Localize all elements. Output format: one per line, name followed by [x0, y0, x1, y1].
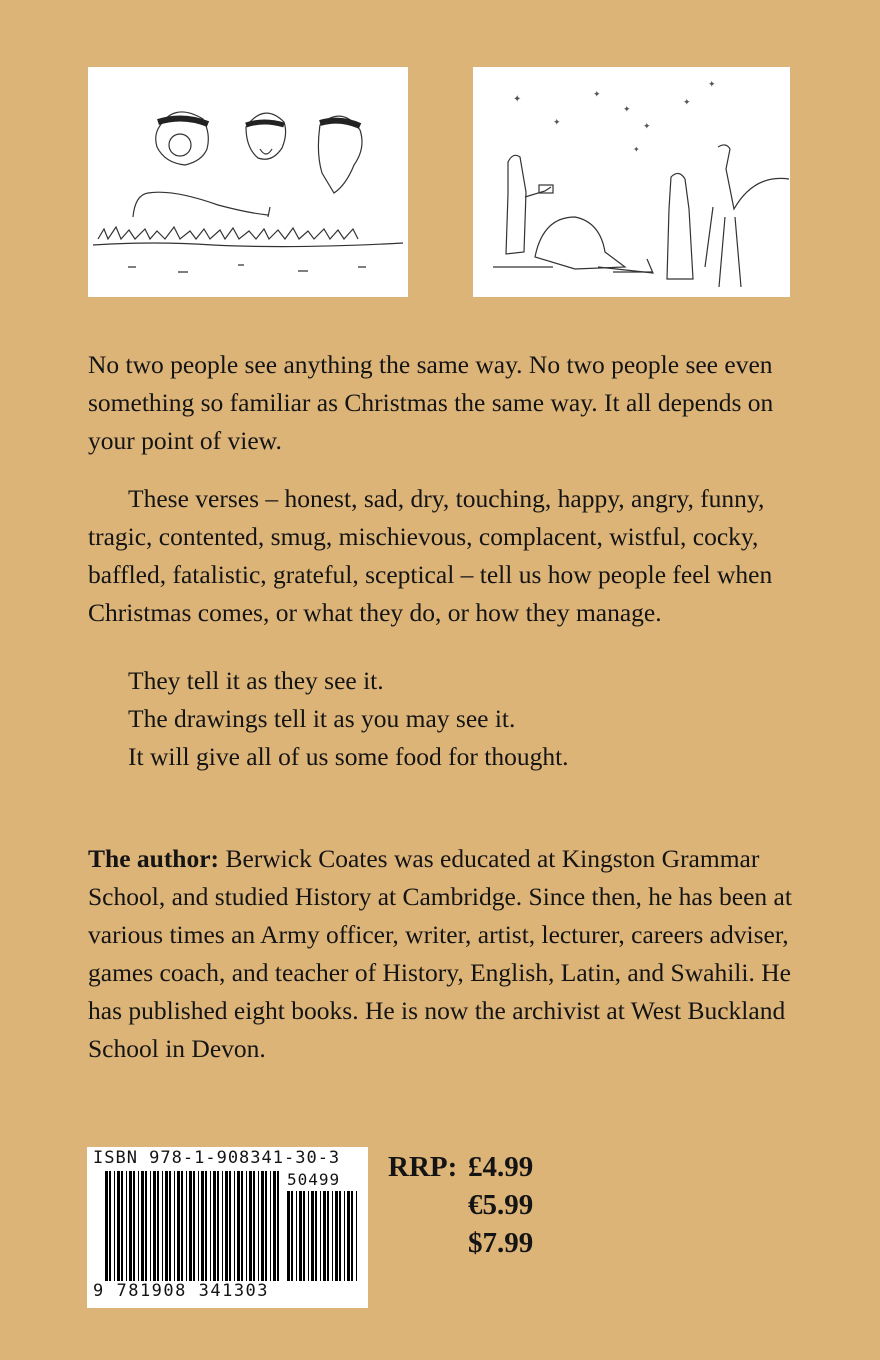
- barcode-bar: [225, 1171, 228, 1281]
- barcode-bar: [129, 1171, 132, 1281]
- barcode-bar: [150, 1171, 151, 1281]
- barcode-bar: [126, 1171, 127, 1281]
- barcode-bar: [237, 1171, 240, 1281]
- author-label: The author:: [88, 844, 220, 873]
- price-addon-code: 50499: [287, 1170, 341, 1189]
- barcode-bar: [169, 1171, 171, 1281]
- barcode-bar: [311, 1191, 314, 1281]
- bedouin-drawing: [88, 67, 408, 297]
- barcode-bar: [109, 1171, 111, 1281]
- price-gbp: £4.99: [468, 1151, 534, 1183]
- barcode-bar: [246, 1171, 247, 1281]
- barcode-bar: [121, 1171, 123, 1281]
- price-block: [388, 1148, 533, 1262]
- barcode-bar: [105, 1171, 108, 1281]
- barcode-bar: [356, 1191, 357, 1281]
- barcode-bar: [157, 1171, 159, 1281]
- author-bio: [88, 840, 800, 1068]
- barcode-bar: [213, 1171, 216, 1281]
- barcode-bar: [327, 1191, 329, 1281]
- barcode-bar: [258, 1171, 259, 1281]
- barcode-bar: [145, 1171, 147, 1281]
- illustration-bedouin-heads: [88, 67, 408, 297]
- barcode-bar: [351, 1191, 353, 1281]
- svg-text:✦: ✦: [553, 117, 561, 127]
- barcode-bar: [249, 1171, 252, 1281]
- barcode-bar: [133, 1171, 135, 1281]
- barcode-bar: [174, 1171, 175, 1281]
- barcode-bar: [165, 1171, 168, 1281]
- svg-text:✦: ✦: [513, 94, 522, 105]
- barcode-bar: [117, 1171, 120, 1281]
- barcode-bar: [198, 1171, 199, 1281]
- barcode-bar: [205, 1171, 207, 1281]
- barcode-bar: [320, 1191, 321, 1281]
- svg-text:✦: ✦: [623, 104, 631, 114]
- svg-text:✦: ✦: [643, 121, 651, 131]
- barcode-bar: [277, 1171, 279, 1281]
- blurb-line-3: It will give all of us some food for thought.: [128, 742, 569, 771]
- barcode-bar: [241, 1171, 243, 1281]
- barcode-bars: [105, 1171, 281, 1281]
- author-text: Berwick Coates was educated at Kingston Grammar School, and studied History at Cambridge. Since then, he has been at various times an Army officer, writer, artist, lecturer, careers adviser, games coach, and teacher of History, English, Latin, and Swahili. He has published eight books. He is now the archivist at West Buckland School in Devon.: [88, 844, 792, 1063]
- barcode-bar: [189, 1171, 192, 1281]
- barcode-bar: [138, 1171, 139, 1281]
- barcode-bar: [265, 1171, 267, 1281]
- barcode-bar: [234, 1171, 235, 1281]
- isbn-text: ISBN 978-1-908341-30-3: [93, 1148, 341, 1168]
- blurb-paragraph-1: No two people see anything the same way. No two people see even something so familiar as Christmas the same way. It all depends on your point of view.: [88, 350, 774, 455]
- barcode-bar: [291, 1191, 293, 1281]
- barcode-bar: [347, 1191, 350, 1281]
- addon-bars: [287, 1191, 359, 1281]
- barcode-bar: [193, 1171, 195, 1281]
- barcode-bar: [222, 1171, 223, 1281]
- barcode-bar: [303, 1191, 305, 1281]
- barcode-bar: [287, 1191, 290, 1281]
- barcode-bar: [315, 1191, 317, 1281]
- svg-text:✦: ✦: [593, 89, 601, 99]
- barcode-bar: [344, 1191, 345, 1281]
- barcode-bar: [162, 1171, 163, 1281]
- illustration-nativity-camel: [473, 67, 790, 297]
- barcode-bar: [217, 1171, 219, 1281]
- barcode-bar: [201, 1171, 204, 1281]
- nativity-drawing: [473, 67, 790, 297]
- barcode-bar: [308, 1191, 309, 1281]
- barcode-bar: [332, 1191, 333, 1281]
- barcode-bar: [114, 1171, 115, 1281]
- svg-text:✦: ✦: [633, 145, 640, 154]
- barcode-bar: [177, 1171, 180, 1281]
- barcode-bar: [186, 1171, 187, 1281]
- rrp-label: RRP:: [388, 1151, 458, 1183]
- barcode-bar: [335, 1191, 338, 1281]
- price-eur: €5.99: [468, 1189, 534, 1221]
- barcode-bar: [299, 1191, 302, 1281]
- barcode-bar: [323, 1191, 326, 1281]
- barcode-bar: [141, 1171, 144, 1281]
- blurb-line-1: They tell it as they see it.: [128, 666, 384, 695]
- blurb-line-2: The drawings tell it as you may see it.: [128, 704, 516, 733]
- barcode-bar: [273, 1171, 276, 1281]
- price-usd: $7.99: [468, 1227, 534, 1259]
- barcode-bar: [253, 1171, 255, 1281]
- barcode-bar: [229, 1171, 231, 1281]
- barcode-digits: 9 781908 341303: [93, 1281, 270, 1301]
- barcode-bar: [339, 1191, 341, 1281]
- barcode-bar: [296, 1191, 297, 1281]
- barcode-bar: [181, 1171, 183, 1281]
- svg-text:✦: ✦: [683, 97, 691, 107]
- svg-text:✦: ✦: [708, 79, 716, 89]
- barcode-bar: [270, 1171, 271, 1281]
- barcode-bar: [261, 1171, 264, 1281]
- barcode-bar: [210, 1171, 211, 1281]
- isbn-barcode: [87, 1147, 368, 1308]
- blurb-closing-lines: [88, 662, 800, 776]
- blurb-paragraph-2: These verses – honest, sad, dry, touching, happy, angry, funny, tragic, contented, smug, mischievous, complacent, wistful, cocky, baffled, fatalistic, grateful, sceptical – tell us how people feel when Christmas comes, or what they do, or how they manage.: [88, 484, 773, 627]
- barcode-bar: [153, 1171, 156, 1281]
